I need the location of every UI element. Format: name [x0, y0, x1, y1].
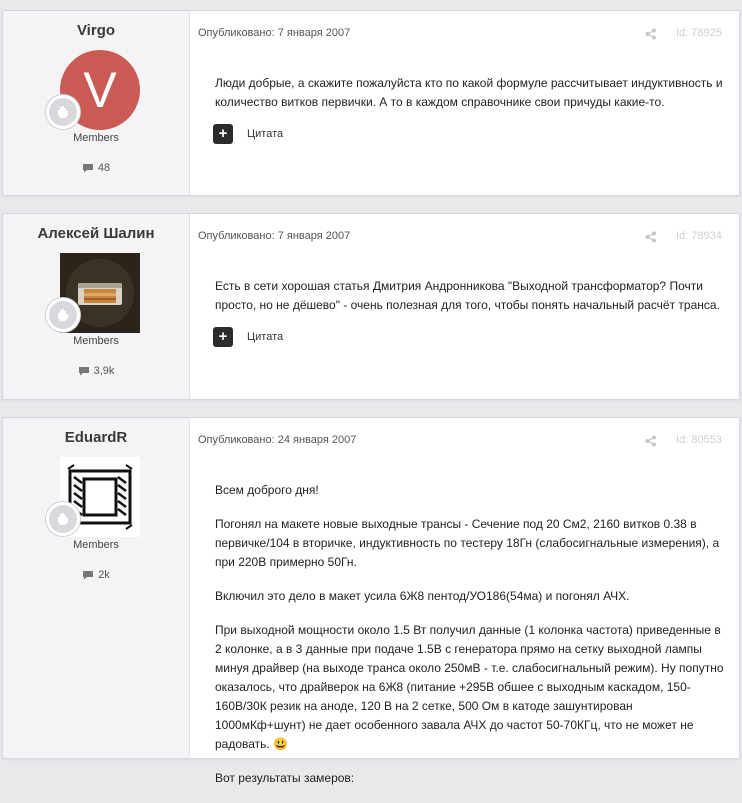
plus-icon[interactable]: +	[213, 327, 233, 347]
quote-label[interactable]: Цитата	[247, 128, 284, 140]
share-icon[interactable]	[645, 27, 657, 45]
post-date: Опубликовано: 7 января 2007	[198, 230, 351, 242]
share-icon[interactable]	[645, 230, 657, 248]
member-group: Members	[73, 539, 119, 551]
post-paragraph: Погонял на макете новые выходные трансы - Сечение под 20 См2, 2160 витков 0.38 в первичке/104 в вторичке, индуктивность по тестеру 18Гн (слабосигнальные измерения), а при 220В примерно 50Гн.	[215, 517, 720, 569]
share-icon[interactable]	[645, 434, 657, 452]
author-panel	[3, 11, 190, 195]
post-paragraph: Есть в сети хорошая статья Дмитрия Андронникова "Выходной трансформатор? Почти просто, но не дёшево" - очень полезная для того, чтобы понять начальный расчёт транса.	[215, 279, 720, 312]
post-content	[215, 74, 725, 127]
quote-button[interactable]	[213, 327, 283, 347]
rank-badge-icon	[46, 298, 80, 332]
quote-button[interactable]	[213, 124, 283, 144]
post-count-value: 3,9k	[93, 365, 115, 377]
comment-icon	[82, 163, 94, 173]
post-count	[3, 569, 189, 581]
post-date: Опубликовано: 24 января 2007	[198, 434, 357, 446]
post	[2, 10, 740, 196]
post-count-value: 48	[97, 162, 111, 174]
post-paragraph: Включил это дело в макет усила 6Ж8 пентод/УО186(54ма) и погонял АЧХ.	[215, 589, 630, 603]
post-id[interactable]: Id: 78934	[676, 230, 722, 242]
post-id[interactable]: Id: 78925	[676, 27, 722, 39]
rank-badge-icon	[46, 502, 80, 536]
post-count-value: 2k	[98, 569, 110, 581]
author-panel	[3, 418, 190, 758]
author-name[interactable]: Алексей Шалин	[37, 225, 155, 242]
comment-icon	[78, 366, 90, 376]
comment-icon	[82, 570, 94, 580]
post	[2, 417, 740, 785]
author-panel	[3, 214, 190, 399]
avatar-letter: V	[83, 62, 117, 118]
post-id[interactable]: Id: 80553	[676, 434, 722, 446]
post	[2, 213, 740, 400]
post-content	[215, 481, 725, 803]
author-name[interactable]: Virgo	[76, 22, 116, 39]
post-paragraph: Люди добрые, а скажите пожалуйста кто по какой формуле рассчитывает индуктивность и количество витков первички. А то в каждом справочнике свои причуды какие-то.	[215, 76, 723, 109]
plus-icon[interactable]: +	[213, 124, 233, 144]
post-paragraph: Всем доброго дня!	[215, 483, 319, 497]
post-content	[215, 277, 725, 330]
post-date: Опубликовано: 7 января 2007	[198, 27, 351, 39]
post-paragraph: Вот результаты замеров:	[215, 771, 355, 785]
post-paragraph: При выходной мощности около 1.5 Вт получил данные (1 колонка частота) приведенные в 2 колонке, а в 3 данные при подаче 1.5В с генератора прямо на сетку выходной лампы минуя драйвер (на выходе транса около 250мВ - т.е. слабосигнальный режим). Ну попутно оказалось, что драйверок на 6Ж8 (питание +295В обшее с выходным каскадом, 150-160В/30К резик на аноде, 120 В на 2 сетке, 500 Ом в катоде зашунтирован 1000мКф+шунт) не дает особенного завала АЧХ до частот 50-70КГц, что не может не радовать. 😃	[215, 623, 724, 751]
post-count	[3, 365, 189, 377]
member-group: Members	[73, 335, 119, 347]
quote-label[interactable]: Цитата	[247, 331, 284, 343]
rank-badge-icon	[46, 95, 80, 129]
member-group: Members	[73, 132, 119, 144]
author-name[interactable]: EduardR	[64, 429, 128, 446]
post-count	[3, 162, 189, 174]
